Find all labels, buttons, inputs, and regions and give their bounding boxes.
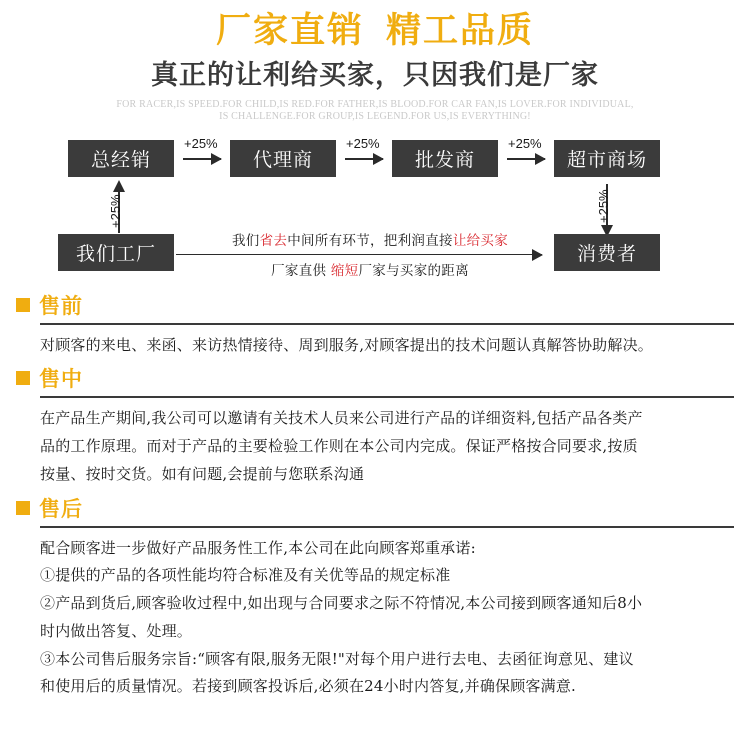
section-pre-sale: [16, 290, 734, 360]
flow-node-consumer: 消费者: [554, 234, 660, 271]
arrow-wholesaler-to-supermarket: [507, 158, 545, 160]
body-line: 和使用后的质量情况。若接到顾客投诉后,必须在24小时内答复,并确保顾客满意.: [40, 677, 576, 696]
hero-english-tagline: [0, 99, 750, 124]
middle-line2-part1: 厂家直供: [271, 262, 331, 279]
body-line: 对顾客的来电、来函、来访热情接待、周到服务,对顾客提出的技术问题认真解答协助解决。: [40, 335, 653, 354]
section-during-sale: [16, 363, 734, 488]
body-line: ①提供的产品的各项性能均符合标准及有关优等品的规定标准: [40, 566, 451, 585]
hero-header: [0, 0, 750, 124]
section-during-sale-header: [16, 363, 734, 396]
section-after-sale-header: [16, 493, 734, 526]
body-line: 时内做出答复、处理。: [40, 621, 193, 640]
section-during-sale-title: 售中: [39, 367, 83, 392]
middle-line1-highlight1: 省去: [259, 232, 288, 249]
body-line: 在产品生产期间,我公司可以邀请有关技术人员来公司进行产品的详细资料,包括产品各类产: [40, 409, 643, 428]
markup-agent-to-wholesaler: +25%: [346, 135, 380, 151]
square-bullet-icon: [16, 298, 30, 312]
english-line-1: FOR RACER,IS SPEED.FOR CHILD,IS RED.FOR FATHER,IS BLOOD.FOR CAR FAN,IS LOVER.FOR INDIVIDUAL,: [116, 98, 634, 110]
body-line: 品的工作原理。而对于产品的主要检验工作则在本公司内完成。保证严格按合同要求,按质: [40, 437, 638, 456]
square-bullet-icon: [16, 501, 30, 515]
body-line: 按量、按时交货。如有问题,会提前与您联系沟通: [40, 464, 365, 483]
markup-factory-to-general: +25%: [108, 194, 123, 228]
section-during-sale-body: [16, 398, 734, 488]
markup-general-to-agent: +25%: [184, 135, 218, 151]
hero-title-left: 厂家直销: [215, 11, 364, 51]
page-title: [0, 11, 750, 52]
body-line: 配合顾客进一步做好产品服务性工作,本公司在此向顾客郑重承诺:: [40, 538, 476, 557]
middle-line1-part2: 中间所有环节，把利润直接: [287, 232, 453, 249]
flow-node-agent: 代理商: [230, 140, 336, 177]
distribution-flow-diagram: [0, 133, 750, 288]
body-line: ②产品到货后,顾客验收过程中,如出现与合同要求之际不符情况,本公司接到顾客通知后8小: [40, 594, 643, 613]
service-sections: [0, 290, 750, 702]
section-after-sale-title: 售后: [39, 496, 83, 521]
middle-line2-part2: 厂家与买家的距离: [358, 262, 469, 279]
square-bullet-icon: [16, 371, 30, 385]
middle-line1-part1: 我们: [231, 232, 260, 249]
section-after-sale-body: [16, 528, 734, 702]
body-line: ③本公司售后服务宗旨:“顾客有限,服务无限!"对每个用户进行去电、去函征询意见、建议: [40, 649, 634, 668]
section-pre-sale-title: 售前: [39, 293, 83, 318]
middle-line2-highlight1: 缩短: [330, 262, 359, 279]
markup-wholesaler-to-supermarket: +25%: [508, 135, 542, 151]
english-line-2: IS CHALLENGE.FOR GROUP,IS LEGEND.FOR US,IS EVERYTHING!: [219, 111, 531, 123]
hero-title-right: 精工品质: [386, 11, 535, 51]
flow-node-our-factory: 我们工厂: [58, 234, 174, 271]
flow-node-general-agent: 总经销: [68, 140, 174, 177]
markup-supermarket-to-consumer: +25%: [596, 189, 611, 223]
flow-node-supermarket: 超市商场: [554, 140, 660, 177]
middle-line1-highlight2: 让给买家: [452, 232, 509, 249]
flow-middle-message-line1: [200, 229, 540, 249]
hero-subtitle: 真正的让利给买家，只因我们是厂家: [151, 60, 599, 92]
section-pre-sale-header: [16, 290, 734, 323]
section-after-sale: [16, 493, 734, 702]
flow-middle-message-line2: [200, 259, 540, 279]
arrow-agent-to-wholesaler: [345, 158, 383, 160]
arrow-general-to-agent: [183, 158, 221, 160]
flow-middle-rule-arrow: [176, 254, 542, 256]
flow-node-wholesaler: 批发商: [392, 140, 498, 177]
section-pre-sale-body: [16, 325, 734, 360]
